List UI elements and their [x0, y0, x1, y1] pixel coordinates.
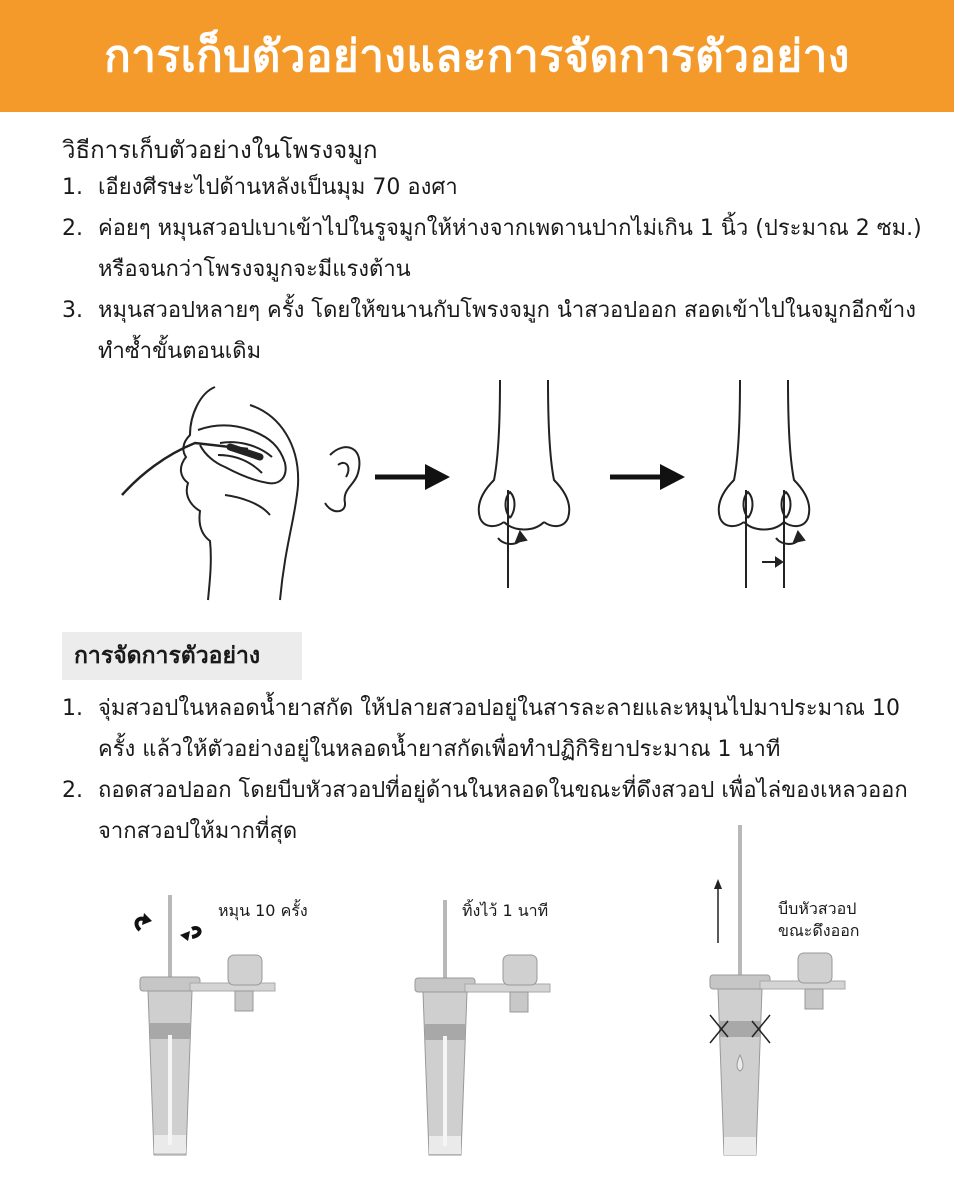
right-arrow-icon — [610, 462, 685, 492]
handling-section-title: การจัดการตัวอย่าง — [62, 632, 302, 680]
collection-steps — [62, 167, 922, 372]
tube-wait-illustration — [405, 900, 565, 1170]
header-bar — [0, 0, 954, 112]
step-text: หมุนสวอปหลายๆ ครั้ง โดยให้ขนานกับโพรงจมูก นำสวอปออก สอดเข้าไปในจมูกอีกข้าง ทำซ้ำขั้นตอนเดิม — [98, 298, 917, 364]
tube-rotate-illustration — [130, 895, 290, 1170]
nose-swab-illustration — [470, 380, 580, 590]
nose-swab-other-nostril-illustration — [710, 380, 820, 590]
list-item: 1. เอียงศีรษะไปด้านหลังเป็นมุม 70 องศา — [62, 175, 458, 200]
right-arrow-icon — [375, 462, 450, 492]
list-item: 2. ค่อยๆ หมุนสวอปเบาเข้าไปในรูจมูกให้ห่างจากเพดานปากไม่เกิน 1 นิ้ว (ประมาณ 2 ซม.) หรือจนกว่าโพรงจมูกจะมีแรงต้าน — [62, 216, 922, 282]
rotate-label: หมุน 10 ครั้ง — [218, 901, 308, 920]
squeeze-label: บีบหัวสวอป ขณะดึงออก — [778, 899, 860, 940]
step-text: เอียงศีรษะไปด้านหลังเป็นมุม 70 องศา — [98, 175, 458, 200]
list-item: 2. ถอดสวอปออก โดยบีบหัวสวอปที่อยู่ด้านในหลอดในขณะที่ดึงสวอป เพื่อไล่ของเหลวออกจากสวอปให้มากที่สุด — [62, 778, 908, 844]
collection-section-title: วิธีการเก็บตัวอย่างในโพรงจมูก — [62, 136, 378, 164]
list-item: 3. หมุนสวอปหลายๆ ครั้ง โดยให้ขนานกับโพรงจมูก นำสวอปออก สอดเข้าไปในจมูกอีกข้าง ทำซ้ำขั้นตอนเดิม — [62, 298, 917, 364]
step-text: ค่อยๆ หมุนสวอปเบาเข้าไปในรูจมูกให้ห่างจากเพดานปากไม่เกิน 1 นิ้ว (ประมาณ 2 ซม.) หรือจนกว่าโพรงจมูกจะมีแรงต้าน — [98, 216, 922, 282]
step-text: ถอดสวอปออก โดยบีบหัวสวอปที่อยู่ด้านในหลอดในขณะที่ดึงสวอป เพื่อไล่ของเหลวออกจากสวอปให้มากที่สุด — [98, 778, 908, 844]
step-text: จุ่มสวอปในหลอดน้ำยาสกัด ให้ปลายสวอปอยู่ในสารละลายและหมุนไปมาประมาณ 10 ครั้ง แล้วให้ตัวอย่างอยู่ในหลอดน้ำยาสกัดเพื่อทำปฏิกิริยาประมาณ 1 นาที — [98, 696, 900, 762]
list-item: 1. จุ่มสวอปในหลอดน้ำยาสกัด ให้ปลายสวอปอยู่ในสารละลายและหมุนไปมาประมาณ 10 ครั้ง แล้วให้ตัวอย่างอยู่ในหลอดน้ำยาสกัดเพื่อทำปฏิกิริยาประมาณ 1 นาที — [62, 696, 900, 762]
head-profile-illustration — [120, 385, 370, 600]
tube-squeeze-illustration — [700, 825, 860, 1170]
wait-label: ทิ้งไว้ 1 นาที — [462, 901, 549, 920]
page-title: การเก็บตัวอย่างและการจัดการตัวอย่าง — [104, 31, 850, 82]
